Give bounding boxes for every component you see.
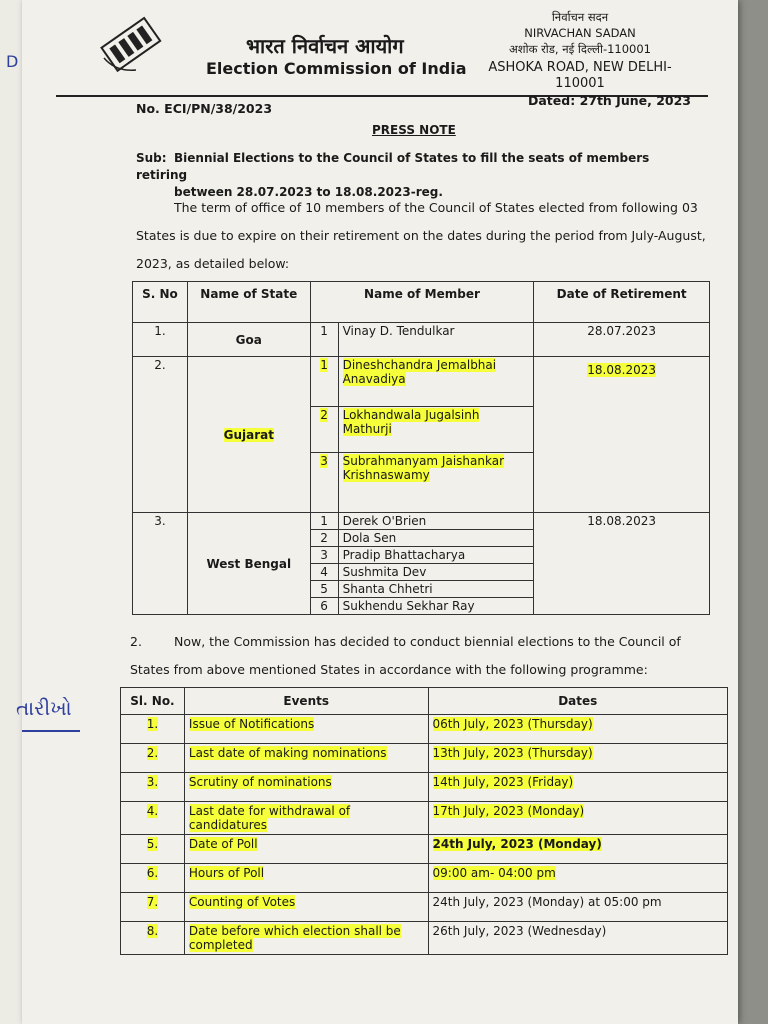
table-row [133,323,710,357]
member-name: Shanta Chhetri [338,581,534,598]
serial-cell [121,773,185,802]
date-cell [428,835,727,864]
column-header: S. No [133,282,188,323]
member-name [338,407,534,453]
date-cell: 26th July, 2023 (Wednesday) [428,922,727,955]
column-header: Date of Retirement [534,282,710,323]
retirement-date: 18.08.2023 [534,513,710,615]
member-number: 3 [310,547,338,564]
serial-text: 4. [146,804,159,818]
serial-text: 5. [146,837,159,851]
members-table [132,281,710,615]
event-text: Date before which election shall be completed [188,924,401,952]
event-cell [184,773,428,802]
serial-text: 3. [146,775,159,789]
paragraph-line: States from above mentioned States in accordance with the following programme: [130,662,648,677]
subject-label: Sub: [136,151,167,165]
eci-logo [96,12,168,76]
table-row [133,513,710,530]
member-number-text: 1 [320,358,328,372]
date-cell [428,773,727,802]
event-text: Counting of Votes [188,895,296,909]
date-text: 09:00 am- 04:00 pm [432,866,556,880]
table-header-row [133,282,710,323]
serial-cell [121,922,185,955]
member-number: 1 [310,513,338,530]
paragraph-number: 2. [130,634,142,649]
member-number: 5 [310,581,338,598]
member-name: Sukhendu Sekhar Ray [338,598,534,615]
column-header: Name of Member [310,282,534,323]
table-row [121,802,728,835]
state-name: Gujarat [223,427,274,442]
address-line: निर्वाचन सदन [551,10,609,24]
paragraph-2 [130,628,720,684]
date-cell [428,715,727,744]
handwritten-mark: D [6,52,19,71]
paragraph-line: Now, the Commission has decided to conduct biennial elections to the Council of [174,634,681,649]
english-title: Election Commission of India [206,59,467,78]
event-cell [184,864,428,893]
table-row [121,893,728,922]
sno-cell: 1. [133,323,188,357]
table-row [121,715,728,744]
serial-cell [121,715,185,744]
member-number: 2 [310,530,338,547]
member-name [338,357,534,407]
member-name: Sushmita Dev [338,564,534,581]
table-row [121,773,728,802]
hindi-title: भारत निर्वाचन आयोग [246,34,404,58]
date-cell [428,802,727,835]
event-text: Issue of Notifications [188,717,315,731]
event-cell [184,922,428,955]
address-line: ASHOKA ROAD, NEW DELHI-110001 [488,60,672,91]
sno-cell: 3. [133,513,188,615]
date-cell: 24th July, 2023 (Monday) at 05:00 pm [428,893,727,922]
date-cell [428,744,727,773]
member-name: Pradip Bhattacharya [338,547,534,564]
member-name: Derek O'Brien [338,513,534,530]
retirement-date: 28.07.2023 [534,323,710,357]
table-row [121,864,728,893]
subject-line: Biennial Elections to the Council of States to fill the seats of members retiring [136,151,650,182]
event-cell [184,744,428,773]
serial-text: 2. [146,746,159,760]
retirement-date-text: 18.08.2023 [587,363,656,377]
sno-cell: 2. [133,357,188,513]
address-block [470,9,690,92]
press-note-heading: PRESS NOTE [372,123,456,137]
serial-cell [121,893,185,922]
event-text: Date of Poll [188,837,258,851]
dated: Dated: 27th June, 2023 [528,93,692,108]
member-name-text: Lokhandwala Jugalsinh Mathurji [342,408,480,436]
member-number: 4 [310,564,338,581]
event-cell [184,835,428,864]
table-row [121,835,728,864]
column-header: Sl. No. [121,688,185,715]
paragraph-line: 2023, as detailed below: [136,256,290,271]
state-cell [187,357,310,513]
date-text: 17th July, 2023 (Monday) [432,804,585,818]
event-text: Last date for withdrawal of candidatures [188,804,351,832]
handwritten-underline [22,730,80,732]
event-text: Scrutiny of nominations [188,775,332,789]
date-text: 06th July, 2023 (Thursday) [432,717,593,731]
serial-cell [121,744,185,773]
table-row [121,922,728,955]
date-cell [428,864,727,893]
member-number: 6 [310,598,338,615]
serial-text: 1. [146,717,159,731]
member-number-text: 2 [320,408,328,422]
event-cell [184,715,428,744]
state-cell: West Bengal [187,513,310,615]
member-name: Dola Sen [338,530,534,547]
table-row [121,744,728,773]
column-header: Dates [428,688,727,715]
paragraph-line: States is due to expire on their retirement on the dates during the period from July-August, [136,228,706,243]
member-number: 1 [310,323,338,357]
member-name-text: Dineshchandra Jemalbhai Anavadiya [342,358,497,386]
serial-cell [121,835,185,864]
serial-text: 7. [146,895,159,909]
serial-cell [121,864,185,893]
member-name-text: Subrahmanyam Jaishankar Krishnaswamy [342,454,505,482]
serial-cell [121,802,185,835]
reference-number: No. ECI/PN/38/2023 [136,101,273,116]
member-number [310,357,338,407]
member-number [310,453,338,513]
date-text: 13th July, 2023 (Thursday) [432,746,593,760]
serial-text: 8. [146,924,159,938]
address-line: अशोक रोड, नई दिल्ली-110001 [509,42,651,56]
event-cell [184,802,428,835]
date-text: 14th July, 2023 (Friday) [432,775,574,789]
address-line: NIRVACHAN SADAN [524,26,636,40]
date-text: 24th July, 2023 (Monday) [432,837,602,851]
subject-line: between 28.07.2023 to 18.08.2023-reg. [174,185,443,199]
retirement-date [534,357,710,513]
paragraph-line: The term of office of 10 members of the Council of States elected from following 03 [174,200,698,215]
member-name: Vinay D. Tendulkar [338,323,534,357]
election-schedule-table [120,687,728,955]
paragraph-1 [136,194,706,278]
table-header-row [121,688,728,715]
handwritten-gujarati: તારીખો [16,696,72,720]
member-number [310,407,338,453]
table-row [133,357,710,407]
column-header: Events [184,688,428,715]
event-text: Hours of Poll [188,866,265,880]
event-text: Last date of making nominations [188,746,387,760]
member-number-text: 3 [320,454,328,468]
serial-text: 6. [146,866,159,880]
member-name [338,453,534,513]
event-cell [184,893,428,922]
column-header: Name of State [187,282,310,323]
state-cell: Goa [187,323,310,357]
